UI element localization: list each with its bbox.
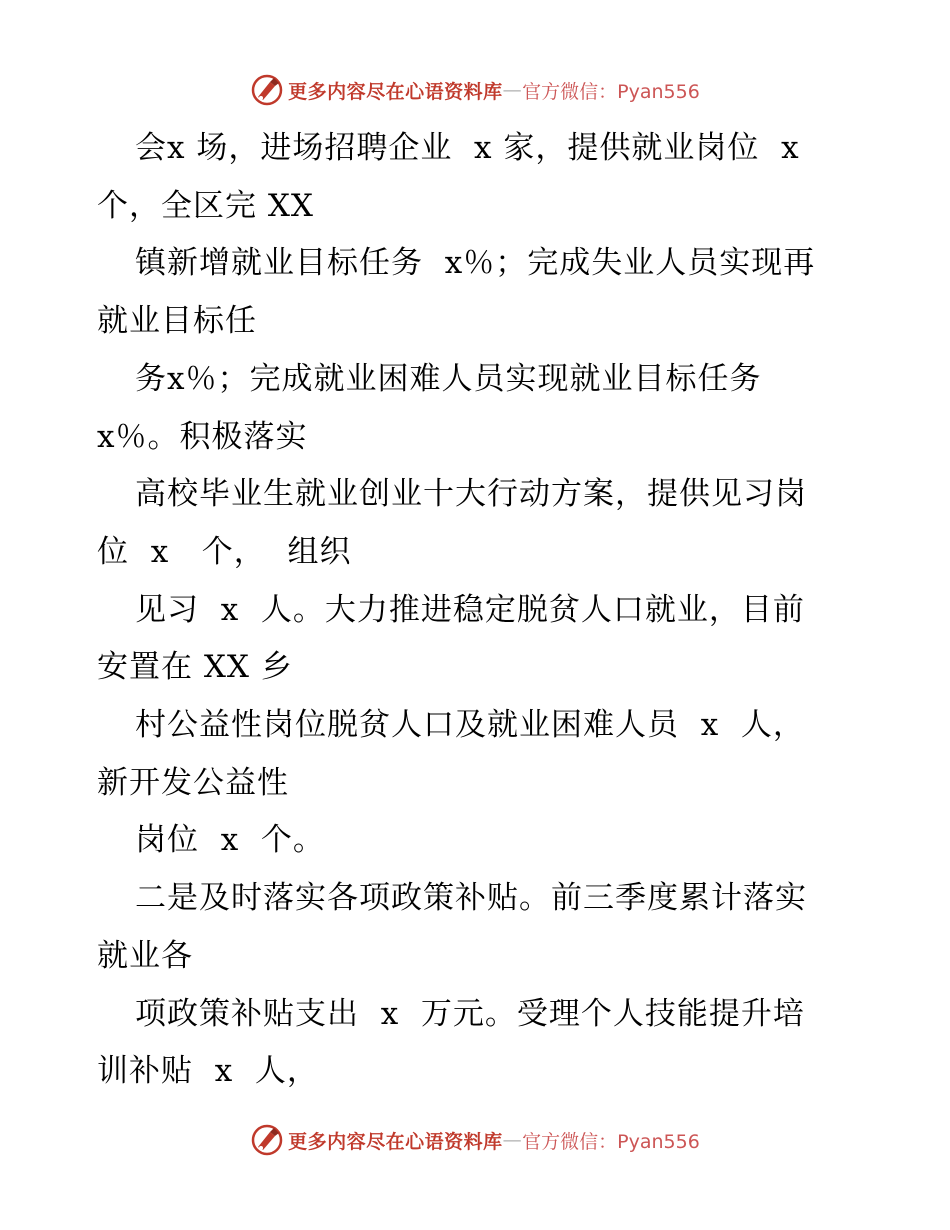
banner-contact: 官方微信：Pyan556 [522,80,700,103]
brand-logo-icon [250,1123,284,1157]
text-line: 岗位 x 个。 [135,822,325,859]
text-line: 安置在 XX 乡 [97,649,293,686]
banner-separator: — [502,79,523,101]
text-line: 务x％；完成就业困难人员实现就业目标任务 [135,360,762,397]
text-line: x％。积极落实 [97,418,308,455]
banner-contact: 官方微信：Pyan556 [522,1130,700,1153]
text-line: 个，全区完 XX [97,187,314,224]
text-line: 新开发公益性 [97,764,289,801]
text-line: 高校毕业生就业创业十大行动方案，提供见习岗 [135,476,807,513]
banner-title: 更多内容尽在心语资料库 [288,1130,503,1153]
text-line: 就业目标任 [97,303,257,340]
text-line: 会x 场，进场招聘企业 x 家，提供就业岗位 x [135,130,800,166]
text-line: 村公益性岗位脱贫人口及就业困难人员 x 人， [135,707,805,744]
document-body [97,120,857,1101]
text-line: 就业各 [97,937,193,974]
text-line: 镇新增就业目标任务 x％；完成失业人员实现再 [135,245,816,282]
text-line: 二是及时落实各项政策补贴。前三季度累计落实 [135,880,807,917]
brand-logo-icon [250,73,284,107]
footer-banner [0,1120,950,1160]
banner-separator: — [502,1129,523,1151]
banner-title: 更多内容尽在心语资料库 [288,80,503,103]
text-line: 训补贴 x 人， [97,1053,319,1090]
text-line: 项政策补贴支出 x 万元。受理个人技能提升培 [135,995,805,1032]
text-line: 位 x 个， 组织 [97,533,352,570]
text-line: 见习 x 人。大力推进稳定脱贫人口就业，目前 [135,591,805,628]
header-banner [0,70,950,110]
